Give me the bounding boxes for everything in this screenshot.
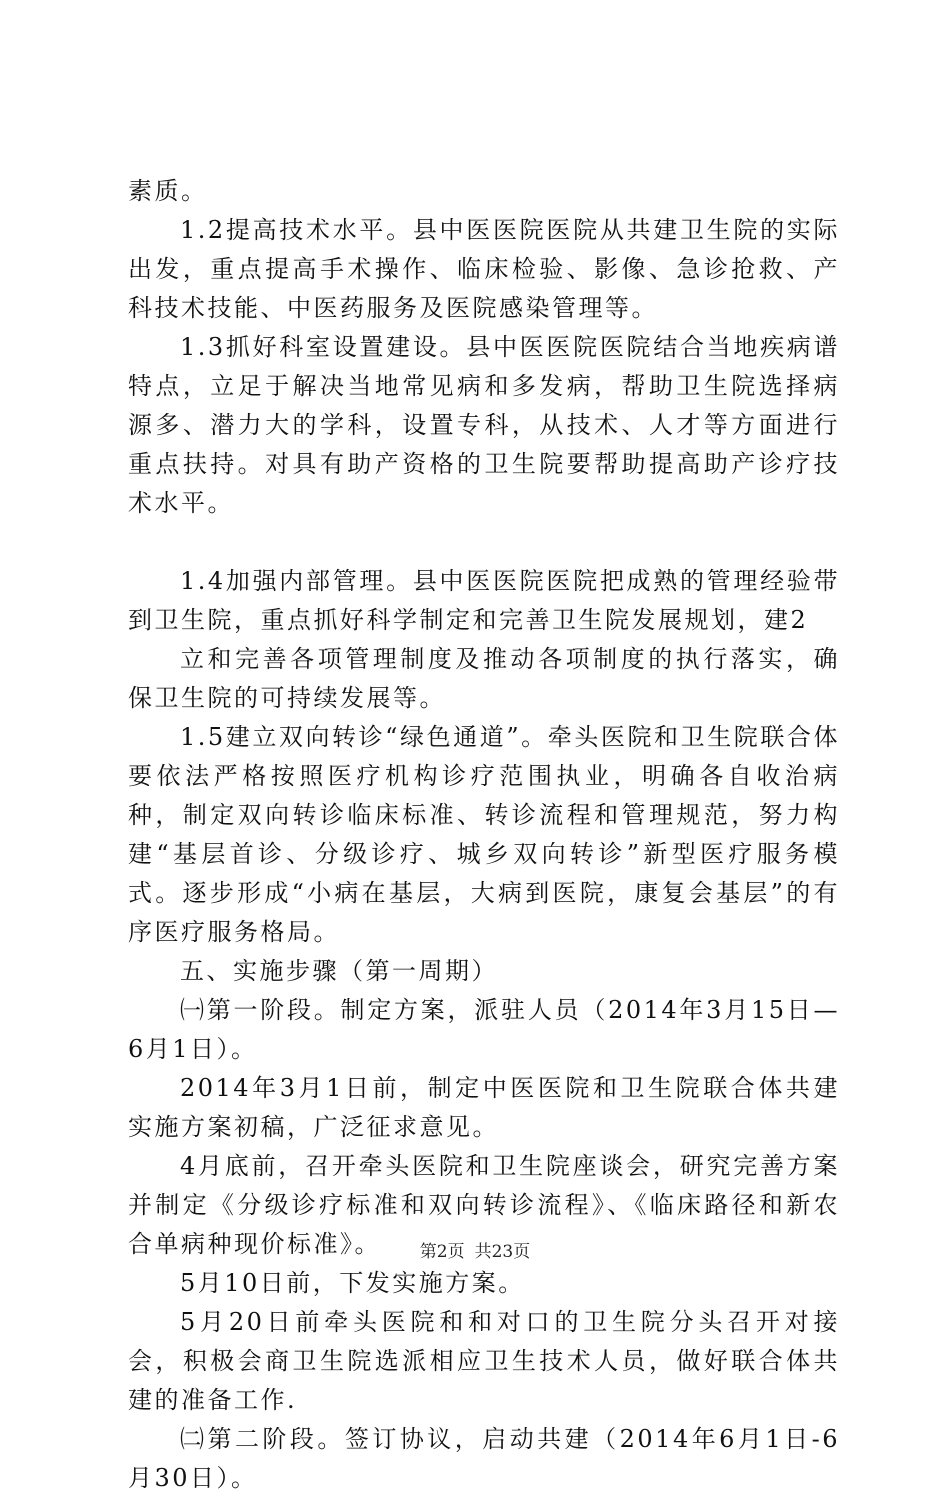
page-number: 第2页: [419, 1242, 465, 1262]
paragraph-stage-1-step-3: 5月10日前，下发实施方案。: [180, 1269, 525, 1297]
document-body: [128, 172, 840, 1498]
paragraph-section-1-5: 1.5建立双向转诊“绿色通道”。牵头医院和卫生院联合体要依法严格按照医疗机构诊疗范围执业，明确各自收治病种，制定双向转诊临床标准、转诊流程和管理规范，努力构建“基层首诊、分级诊疗、城乡双向转诊”新型医疗服务模式。逐步形成“小病在基层，大病到医院，康复会基层”的有序医疗服务格局。: [128, 723, 840, 946]
paragraph-section-1-4-continued: 立和完善各项管理制度及推动各项制度的执行落实，确保卫生院的可持续发展等。: [128, 645, 840, 712]
paragraph-continuation: 素质。: [128, 177, 208, 205]
section-heading-5: 五、实施步骤（第一周期）: [180, 957, 498, 985]
paragraph-section-1-3: 1.3抓好科室设置建设。县中医医院医院结合当地疾病谱特点，立足于解决当地常见病和多发病，帮助卫生院选择病源多、潜力大的学科，设置专科，从技术、人才等方面进行重点扶持。对具有助产资格的卫生院要帮助提高助产诊疗技术水平。: [128, 333, 840, 517]
paragraph-stage-2: ㈡第二阶段。签订协议，启动共建（2014年6月1日-6月30日）。: [128, 1425, 840, 1492]
total-pages: 共23页: [474, 1242, 531, 1262]
paragraph-stage-1-step-2: 4月底前，召开牵头医院和卫生院座谈会，研究完善方案并制定《分级诊疗标准和双向转诊流程》、《临床路径和新农合单病种现价标准》。: [128, 1152, 840, 1258]
paragraph-stage-1: ㈠第一阶段。制定方案，派驻人员（2014年3月15日—6月1日）。: [128, 996, 840, 1063]
paragraph-stage-1-step-1: 2014年3月1日前，制定中医医院和卫生院联合体共建实施方案初稿，广泛征求意见。: [128, 1074, 840, 1141]
paragraph-section-1-2: 1.2提高技术水平。县中医医院医院从共建卫生院的实际出发，重点提高手术操作、临床检验、影像、急诊抢救、产科技术技能、中医药服务及医院感染管理等。: [128, 216, 840, 322]
page-footer: [0, 1240, 950, 1264]
paragraph-section-1-4: 1.4加强内部管理。县中医医院医院把成熟的管理经验带到卫生院，重点抓好科学制定和完善卫生院发展规划，建2: [128, 567, 840, 634]
paragraph-stage-1-step-4: 5月20日前牵头医院和和对口的卫生院分头召开对接会，积极会商卫生院选派相应卫生技术人员，做好联合体共建的准备工作.: [128, 1308, 840, 1414]
